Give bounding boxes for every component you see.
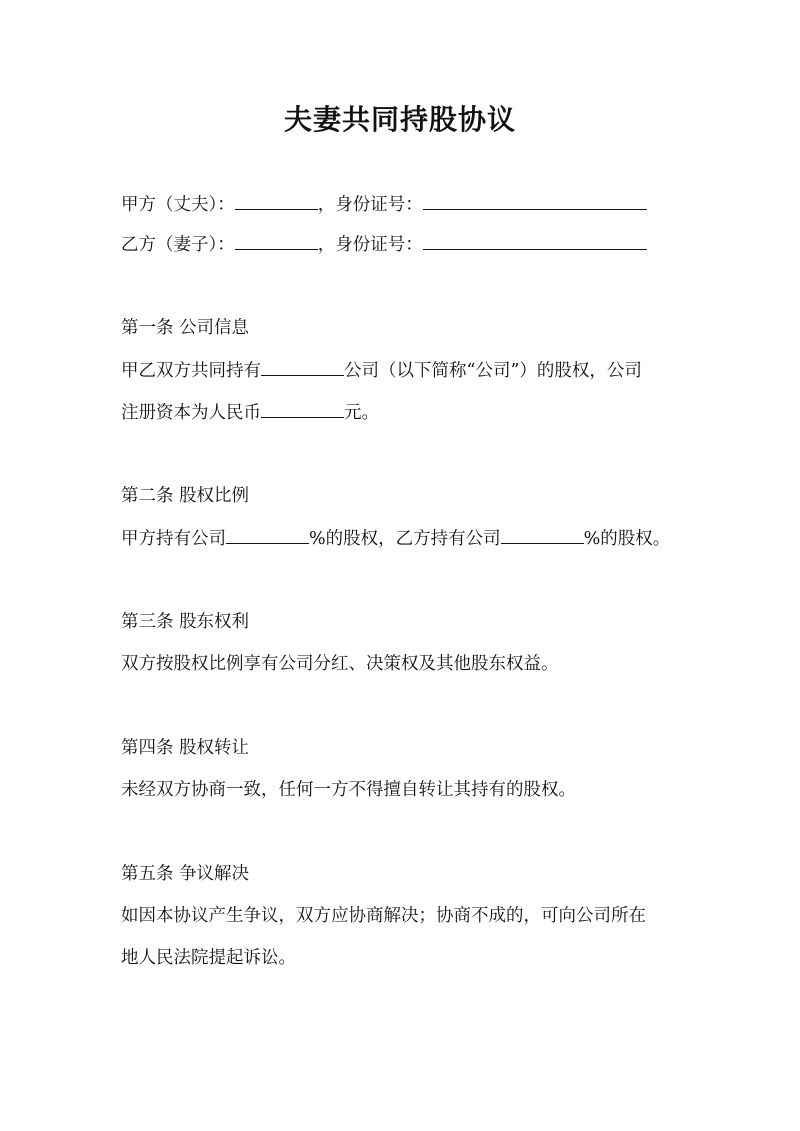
article-1-text-c: 注册资本为人民币 (121, 403, 261, 423)
party-b-id-label: ，身份证号： (317, 235, 423, 255)
party-a-id-blank[interactable] (423, 192, 647, 210)
article-3-text: 双方按股权比例享有公司分红、决策权及其他股东权益。 (121, 654, 559, 674)
party-a-line (121, 192, 647, 217)
party-a-name-blank[interactable] (235, 192, 318, 210)
article-5-heading: 第五条 争议解决 (121, 864, 250, 884)
article-2-text (121, 526, 670, 551)
article-5-text-line-2: 地人民法院提起诉讼。 (121, 948, 296, 968)
article-2-text-a: 甲方持有公司 (121, 529, 226, 549)
party-b-name-blank[interactable] (235, 232, 318, 250)
article-1-text-line-2 (121, 400, 379, 425)
article-2-heading: 第二条 股权比例 (121, 486, 250, 506)
party-a-share-blank[interactable] (226, 526, 309, 544)
party-b-id-blank[interactable] (423, 232, 647, 250)
party-a-id-label: ，身份证号： (317, 195, 423, 215)
article-1-text-d: 元。 (344, 403, 379, 423)
article-1-heading: 第一条 公司信息 (121, 318, 250, 338)
article-4-text: 未经双方协商一致，任何一方不得擅自转让其持有的股权。 (121, 780, 576, 800)
article-1-text-b: 公司（以下简称“公司”）的股权，公司 (344, 361, 642, 381)
article-5-text-line-1: 如因本协议产生争议，双方应协商解决；协商不成的，可向公司所在 (121, 906, 646, 926)
party-a-label: 甲方（丈夫）： (121, 195, 235, 215)
document-title: 夫妻共同持股协议 (283, 103, 516, 136)
article-1-text-line-1 (121, 358, 642, 383)
article-1-text-a: 甲乙双方共同持有 (121, 361, 261, 381)
article-4-heading: 第四条 股权转让 (121, 738, 250, 758)
party-b-share-blank[interactable] (501, 526, 584, 544)
article-2-text-b: %的股权，乙方持有公司 (309, 529, 501, 549)
article-3-heading: 第三条 股东权利 (121, 612, 250, 632)
article-2-text-c: %的股权。 (583, 529, 671, 549)
company-name-blank[interactable] (261, 358, 344, 376)
party-b-label: 乙方（妻子）： (121, 235, 235, 255)
registered-capital-blank[interactable] (261, 400, 344, 418)
party-b-line (121, 232, 647, 257)
